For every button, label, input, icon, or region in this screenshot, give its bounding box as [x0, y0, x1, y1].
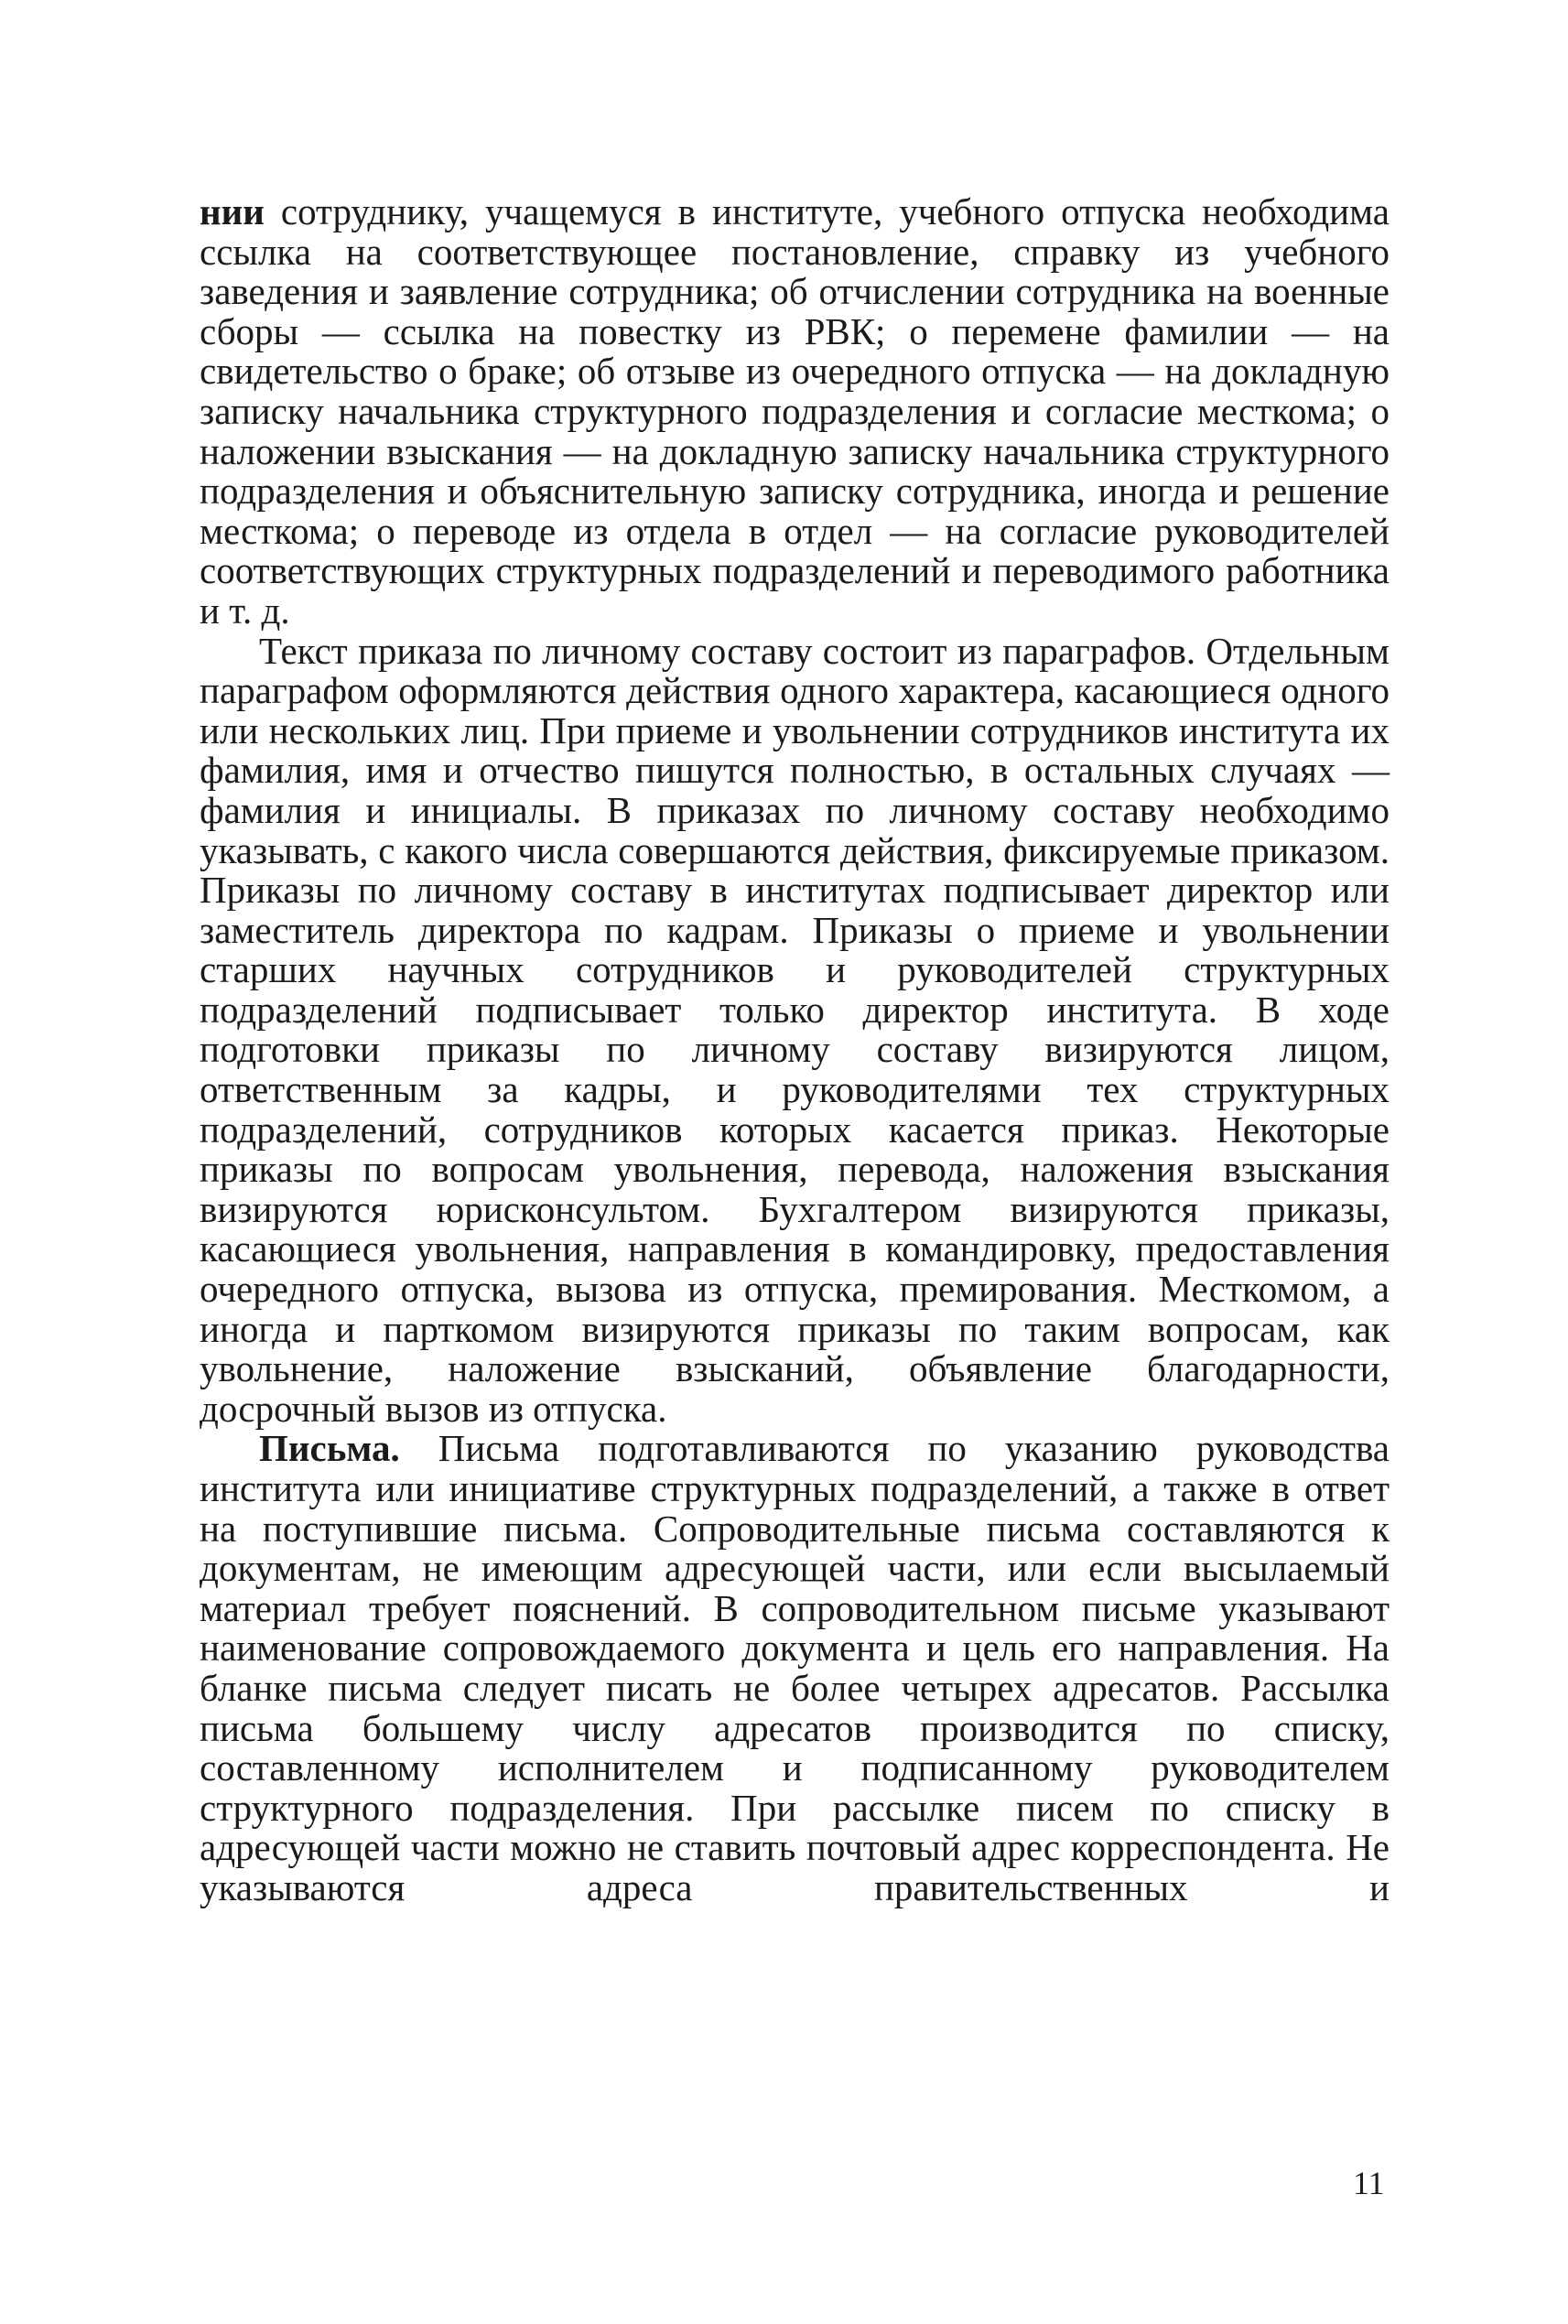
paragraph-1-text: сотруднику, учащемуся в институте, учебного отпуска необходима ссылка на соответствующее постановление, справку из учебного заведения и заявление сотрудника; об отчислении сотрудника на военные сборы — ссылка на повестку из РВК; о перемене фамилии — на свидетельство о браке; об отзыве из очередного отпуска — на докладную записку начальника структурного подразделения и согласие месткома; о наложении взыскания — на докладную записку начальника структурного подразделения и объяснительную записку сотрудника, иногда и решение месткома; о переводе из отдела в отдел — на согласие руководителей соответствующих структурных подразделений и переводимого работника и т. д. [200, 190, 1390, 632]
paragraph-1 [200, 192, 1390, 632]
page-number: 11 [1353, 2165, 1385, 2201]
paragraph-3-text: Письма подготавливаются по указанию руководства института или инициативе структурных подразделений, а также в ответ на поступившие письма. Сопроводительные письма составляются к документам, не имеющим адресующей части, или если высылаемый материал требует пояснений. В сопроводительном письме указывают наименование сопровождаемого документа и цель его направления. На бланке письма следует писать не более четырех адресатов. Рассылка письма большему числу адресатов производится по списку, составленному исполнителем и подписанному руководителем структурного подразделения. При рассылке писем по списку в адресующей части можно не ставить почтовый адрес корреспондента. Не указываются адреса правительственных и [200, 1427, 1390, 1908]
page-body [200, 192, 1390, 1908]
paragraph-3-heading: Письма. [259, 1427, 400, 1470]
paragraph-2-text: Текст приказа по личному составу состоит из параграфов. Отдельным параграфом оформляются действия одного характера, касающиеся одного или нескольких лиц. При приеме и увольнении сотрудников института их фамилия, имя и отчество пишутся полностью, в остальных случаях — фамилия и инициалы. В приказах по личному составу необходимо указывать, с какого числа совершаются действия, фиксируемые приказом. Приказы по личному составу в институтах подписывает директор или заместитель директора по кадрам. Приказы о приеме и увольнении старших научных сотрудников и руководителей структурных подразделений подписывает только директор института. В ходе подготовки приказы по личному составу визируются лицом, ответственным за кадры, и руководителями тех структурных подразделений, сотрудников которых касается приказ. Некоторые приказы по вопросам увольнения, перевода, наложения взыскания визируются юрисконсультом. Бухгалтером визируются приказы, касающиеся увольнения, направления в командировку, предоставления очередного отпуска, вызова из отпуска, премирования. Месткомом, а иногда и парткомом визируются приказы по таким вопросам, как увольнение, наложение взысканий, объявление благодарности, досрочный вызов из отпуска. [200, 629, 1390, 1430]
paragraph-3 [200, 1429, 1390, 1908]
paragraph-2 [200, 629, 1390, 1430]
paragraph-1-lead: нии [200, 190, 265, 232]
